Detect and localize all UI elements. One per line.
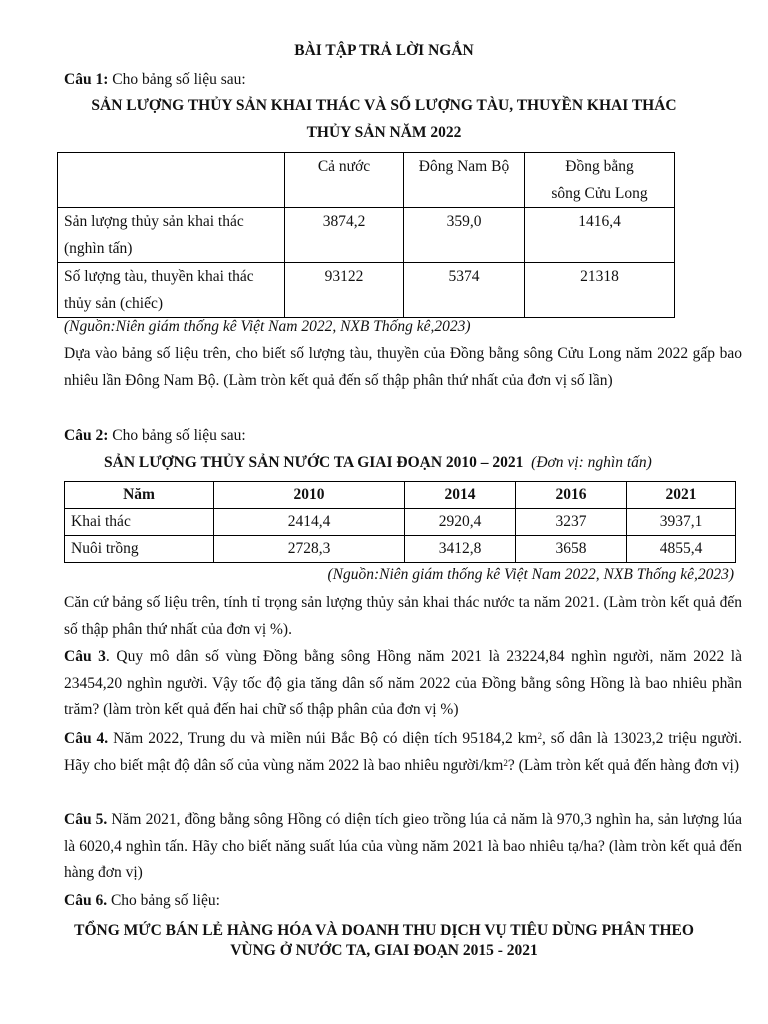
table-cell: 359,0	[404, 208, 525, 263]
q6-label: Câu 6.	[64, 892, 108, 909]
table-row-label: Sản lượng thủy sản khai thác (nghìn tấn)	[58, 208, 285, 263]
q6-intro-text: Cho bảng số liệu:	[107, 892, 220, 909]
q6-intro	[64, 892, 220, 910]
table-cell: 93122	[285, 263, 404, 318]
q2-table-title-text: SẢN LƯỢNG THỦY SẢN NƯỚC TA GIAI ĐOẠN 2010 – 2021	[104, 454, 524, 471]
q3-text: . Quy mô dân số vùng Đồng bằng sông Hồng năm 2021 là 23224,84 nghìn người, năm 2022 là 23454,20 nghìn người. Vậy tốc độ gia tăng dân số năm 2022 của Đồng bằng sông Hồng là bao nhiêu phần trăm? (làm tròn kết quả đến hai chữ số thập phân của đơn vị %)	[64, 648, 742, 718]
q4-superscript: 2	[503, 757, 508, 768]
q6-table-title-line1: TỔNG MỨC BÁN LẺ HÀNG HÓA VÀ DOANH THU DỊCH VỤ TIÊU DÙNG PHÂN THEO	[74, 922, 694, 939]
q2-source: (Nguồn:Niên giám thống kê Việt Nam 2022, NXB Thống kê,2023)	[327, 566, 734, 583]
q4-text-b: , số dân là 13023,2 triệu người. Hãy cho biết mật độ dân số của vùng năm 2022 là bao nhiêu người/km	[64, 730, 742, 774]
q1-label: Câu 1:	[64, 71, 109, 88]
q2-intro	[64, 427, 246, 445]
q2-intro-text: Cho bảng số liệu sau:	[112, 427, 246, 444]
table-cell: 1416,4	[525, 208, 675, 263]
table-cell: 3237	[516, 509, 627, 536]
table-row	[65, 536, 736, 563]
table-row	[65, 509, 736, 536]
table-cell: 2728,3	[214, 536, 405, 563]
table-cell: 3937,1	[627, 509, 736, 536]
table-cell: 4855,4	[627, 536, 736, 563]
q1-table-title-line2: THỦY SẢN NĂM 2022	[306, 124, 462, 141]
table-row	[65, 482, 736, 509]
table-row-label: Khai thác	[65, 509, 214, 536]
table-header-cell: 2010	[214, 482, 405, 509]
table-header-cell: Năm	[65, 482, 214, 509]
q1-table-title-line1: SẢN LƯỢNG THỦY SẢN KHAI THÁC VÀ SỐ LƯỢNG TÀU, THUYỀN KHAI THÁC	[91, 97, 677, 114]
q1-intro-text: Cho bảng số liệu sau:	[112, 71, 246, 88]
table-row-label: Số lượng tàu, thuyền khai thác thủy sản (chiếc)	[58, 263, 285, 318]
q4-text-c: ? (Làm tròn kết quả đến hàng đơn vị)	[507, 756, 739, 774]
q4-text-a: Năm 2022, Trung du và miền núi Bắc Bộ có diện tích 95184,2 km	[108, 730, 538, 747]
document-title: BÀI TẬP TRẢ LỜI NGẮN	[294, 42, 474, 59]
q2-unit: (Đơn vị: nghìn tấn)	[531, 454, 652, 471]
table-header-cell: Đồng bằng sông Cửu Long	[525, 153, 675, 208]
table-row	[58, 153, 675, 208]
q1-intro	[64, 71, 246, 89]
table-header-cell: 2014	[405, 482, 516, 509]
q4-superscript: 2	[537, 731, 542, 741]
q1-source: (Nguồn:Niên giám thống kê Việt Nam 2022, NXB Thống kê,2023)	[64, 318, 471, 335]
q2-table-title	[104, 454, 652, 472]
table-header-cell	[58, 153, 285, 208]
q1-question: Dựa vào bảng số liệu trên, cho biết số lượng tàu, thuyền của Đồng bằng sông Cửu Long năm 2022 gấp bao nhiêu lần Đông Nam Bộ. (Làm tròn kết quả đến số thập phân thứ nhất của đơn vị số lần)	[64, 345, 742, 389]
q3-label: Câu 3	[64, 648, 106, 665]
table-cell: 21318	[525, 263, 675, 318]
table-cell: 3874,2	[285, 208, 404, 263]
q6-table-title-line2: VÙNG Ở NƯỚC TA, GIAI ĐOẠN 2015 - 2021	[230, 942, 538, 959]
table-cell: 3412,8	[405, 536, 516, 563]
q1-data-table	[57, 152, 675, 318]
q4-paragraph	[64, 726, 742, 779]
q5-paragraph	[64, 807, 742, 887]
table-header-cell: 2016	[516, 482, 627, 509]
q3-paragraph	[64, 644, 742, 724]
table-row	[58, 208, 675, 263]
q2-data-table	[64, 481, 736, 563]
q2-question: Căn cứ bảng số liệu trên, tính tỉ trọng sản lượng thủy sản khai thác nước ta năm 2021. (Làm tròn kết quả đến số thập phân thứ nhất của đơn vị %).	[64, 594, 742, 638]
q5-label: Câu 5.	[64, 811, 108, 828]
table-row	[58, 263, 675, 318]
table-cell: 3658	[516, 536, 627, 563]
table-header-cell: 2021	[627, 482, 736, 509]
q4-label: Câu 4.	[64, 730, 109, 747]
table-cell: 2920,4	[405, 509, 516, 536]
q5-text: Năm 2021, đồng bằng sông Hồng có diện tích gieo trồng lúa cả năm là 970,3 nghìn ha, sản lượng lúa là 6020,4 nghìn tấn. Hãy cho biết năng suất lúa của vùng năm 2021 là bao nhiêu tạ/ha? (làm tròn kết quả đến hàng đơn vị)	[64, 811, 742, 881]
q2-label: Câu 2:	[64, 427, 109, 444]
table-row-label: Nuôi trồng	[65, 536, 214, 563]
table-cell: 5374	[404, 263, 525, 318]
table-header-cell: Đông Nam Bộ	[404, 153, 525, 208]
table-cell: 2414,4	[214, 509, 405, 536]
table-header-cell: Cả nước	[285, 153, 404, 208]
